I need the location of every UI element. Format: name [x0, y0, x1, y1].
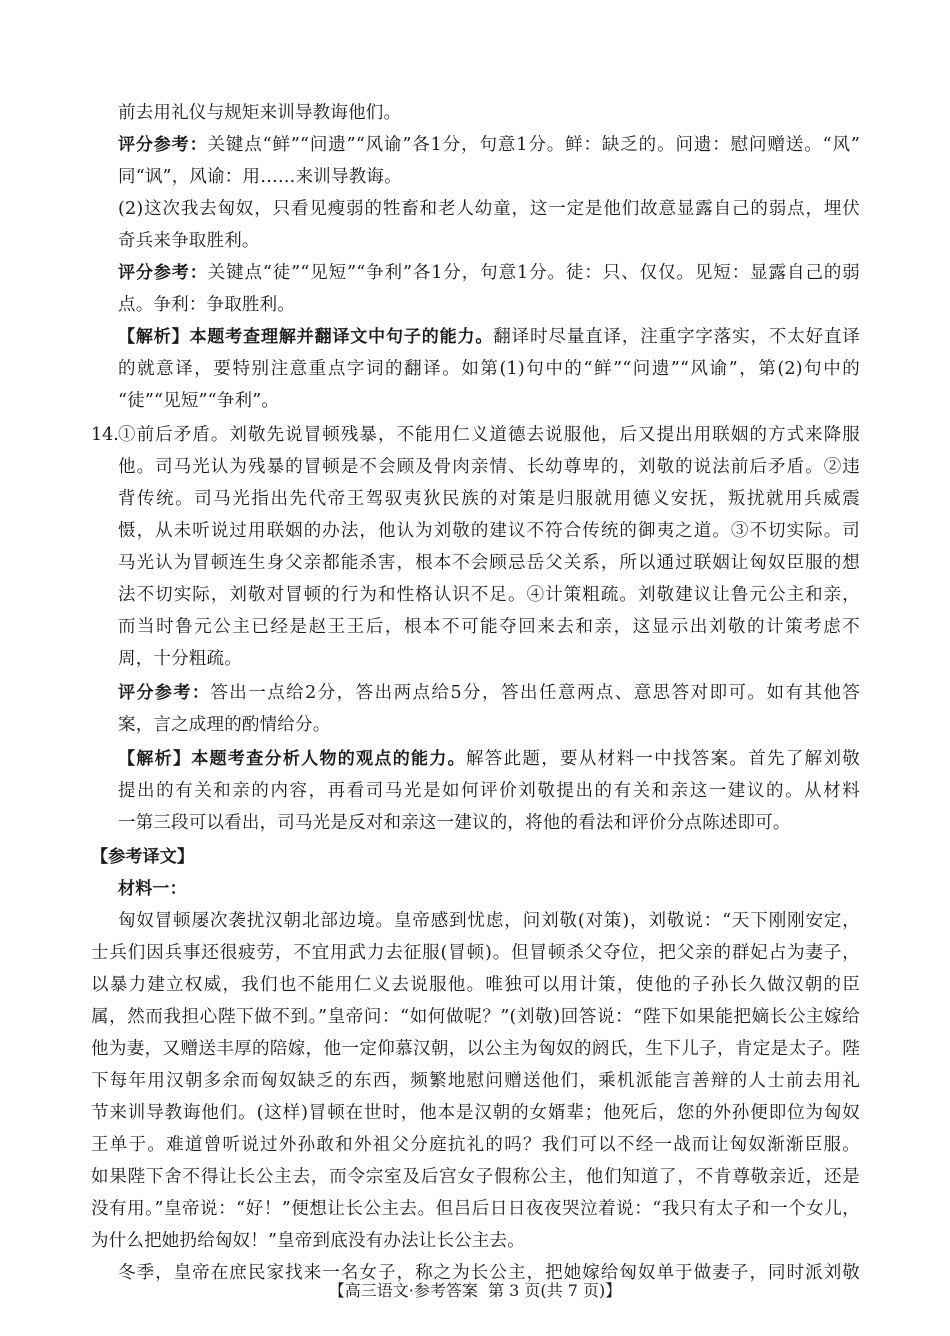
scoring-reference-line: 评分参考：关键点“徒”“见短”“争利”各1分，句意1分。徒：只、仅仅。见短：显露自己的弱 — [118, 263, 861, 283]
translation-line: 为什么把她扔给匈奴！”皇帝到底没有办法让长公主去。 — [91, 1231, 525, 1251]
text-line: 奇兵来争取胜利。 — [118, 231, 260, 251]
section-title: 【参考译文】 — [91, 847, 195, 867]
translation-line: 下每年用汉朝多余而匈奴缺乏的东西，频繁地慰问赠送他们，乘机派能言善辩的人士前去用礼 — [91, 1071, 860, 1091]
text-line: 点。争利：争取胜利。 — [118, 295, 295, 315]
text-line: 背传统。司马光指出先代帝王驾驭夷狄民族的对策是归服就用德义安抚，叛扰就用兵威震 — [118, 489, 860, 509]
translation-line: 冬季，皇帝在庶民家找来一名女子，称之为长公主，把她嫁给匈奴单于做妻子，同时派刘敬 — [118, 1263, 860, 1283]
translation-line: 节来训导教诲他们。(这样)冒顿在世时，他本是汉朝的女婿辈；他死后，您的外孙便即位为匈奴 — [91, 1103, 860, 1123]
analysis-label: 【解析】本题考查分析人物的观点的能力。 — [118, 749, 466, 769]
analysis-label: 【解析】本题考查理解并翻译文中句子的能力。 — [118, 327, 494, 347]
text-line: 前去用礼仪与规矩来训导教诲他们。 — [118, 103, 402, 123]
footer-title: 【高三语文·参考答案 — [328, 1281, 478, 1300]
translation-line: 匈奴冒顿屡次袭扰汉朝北部边境。皇帝感到忧虑，问刘敬(对策)，刘敬说：“天下刚刚安定， — [118, 911, 860, 931]
text-line: “徒”“见短”“争利”。 — [118, 391, 280, 411]
material-title: 材料一： — [118, 879, 187, 899]
text-line: 案，言之成理的酌情给分。 — [118, 715, 331, 735]
scoring-label: 评分参考： — [118, 263, 208, 283]
text-line: 提出的有关和亲的内容，再看司马光是如何评价刘敬提出的有关和亲这一建议的。从材料 — [118, 781, 860, 801]
translation-line: 以暴力建立权威，我们也不能用仁义去说服他。唯独可以用计策，使他的子孙长久做汉朝的臣 — [91, 975, 860, 995]
text-line: 的就意译，要特别注意重点字词的翻译。如第(1)句中的“鲜”“问遗”“风谕”，第(2)句中的 — [118, 359, 860, 379]
text-line: 他。司马光认为残暴的冒顿是不会顾及骨肉亲情、长幼尊卑的，刘敬的说法前后矛盾。②违 — [118, 457, 860, 477]
translation-line: 没有用。”皇帝说：“好！”便想让长公主去。但吕后日日夜夜哭泣着说：“我只有太子和一个女儿， — [91, 1199, 860, 1219]
translation-line: 王单于。难道曾听说过外孙敢和外祖父分庭抗礼的吗？我们可以不经一战而让匈奴渐渐臣服。 — [91, 1135, 860, 1155]
analysis-line: 【解析】本题考查分析人物的观点的能力。解答此题，要从材料一中找答案。首先了解刘敬 — [118, 749, 860, 769]
text-line: 而当时鲁元公主已经是赵王王后，根本不可能夺回来去和亲，这显示出刘敬的计策考虑不 — [118, 617, 860, 637]
text-line: 马光认为冒顿连生身父亲都能杀害，根本不会顾忌岳父关系，所以通过联姻让匈奴臣服的想 — [118, 553, 860, 573]
scoring-reference-line: 评分参考：答出一点给2分，答出两点给5分，答出任意两点、意思答对即可。如有其他答 — [118, 683, 861, 703]
text-line: 周，十分粗疏。 — [118, 649, 242, 669]
text-line: 一第三段可以看出，司马光是反对和亲这一建议的，将他的看法和评价分点陈述即可。 — [118, 813, 791, 833]
text-line: (2)这次我去匈奴，只看见瘦弱的牲畜和老人幼童，这一定是他们故意显露自己的弱点，埋伏 — [118, 199, 860, 219]
analysis-line: 【解析】本题考查理解并翻译文中句子的能力。翻译时尽量直译，注重字字落实，不太好直译 — [118, 327, 861, 347]
footer-page-number: 第 3 页(共 7 页)】 — [488, 1281, 622, 1300]
translation-line: 士兵们因兵事还很疲劳，不宜用武力去征服(冒顿)。但冒顿杀父夺位，把父亲的群妃占为妻子， — [91, 943, 860, 963]
translation-line: 属，然而我担心陛下做不到。”皇帝问：“如何做呢？”(刘敬)回答说：“陛下如果能把嫡长公主嫁给 — [91, 1007, 860, 1027]
question-number: 14. — [91, 425, 119, 445]
text-line: ①前后矛盾。刘敬先说冒顿残暴，不能用仁义道德去说服他，后又提出用联姻的方式来降服 — [118, 425, 860, 445]
translation-line: 他为妻，又赠送丰厚的陪嫁，他一定仰慕汉朝，以公主为匈奴的阏氏，生下儿子，肯定是太子。陛 — [91, 1039, 860, 1059]
translation-line: 如果陛下舍不得让长公主去，而令宗室及后宫女子假称公主，他们知道了，不肯尊敬亲近，还是 — [91, 1167, 860, 1187]
scoring-label: 评分参考： — [118, 683, 211, 703]
scoring-label: 评分参考： — [118, 135, 208, 155]
scoring-reference-line: 评分参考：关键点“鲜”“问遗”“风谕”各1分，句意1分。鲜：缺乏的。问遗：慰问赠送。“风” — [118, 135, 861, 155]
text-line: 同“讽”，风谕：用……来训导教诲。 — [118, 167, 402, 187]
page-footer — [0, 1279, 950, 1303]
text-line: 慑，从未听说过用联姻的办法，他认为刘敬的建议不符合传统的御夷之道。③不切实际。司 — [118, 521, 860, 541]
text-line: 法不切实际，刘敬对冒顿的行为和性格认识不足。④计策粗疏。刘敬建议让鲁元公主和亲， — [118, 585, 860, 605]
